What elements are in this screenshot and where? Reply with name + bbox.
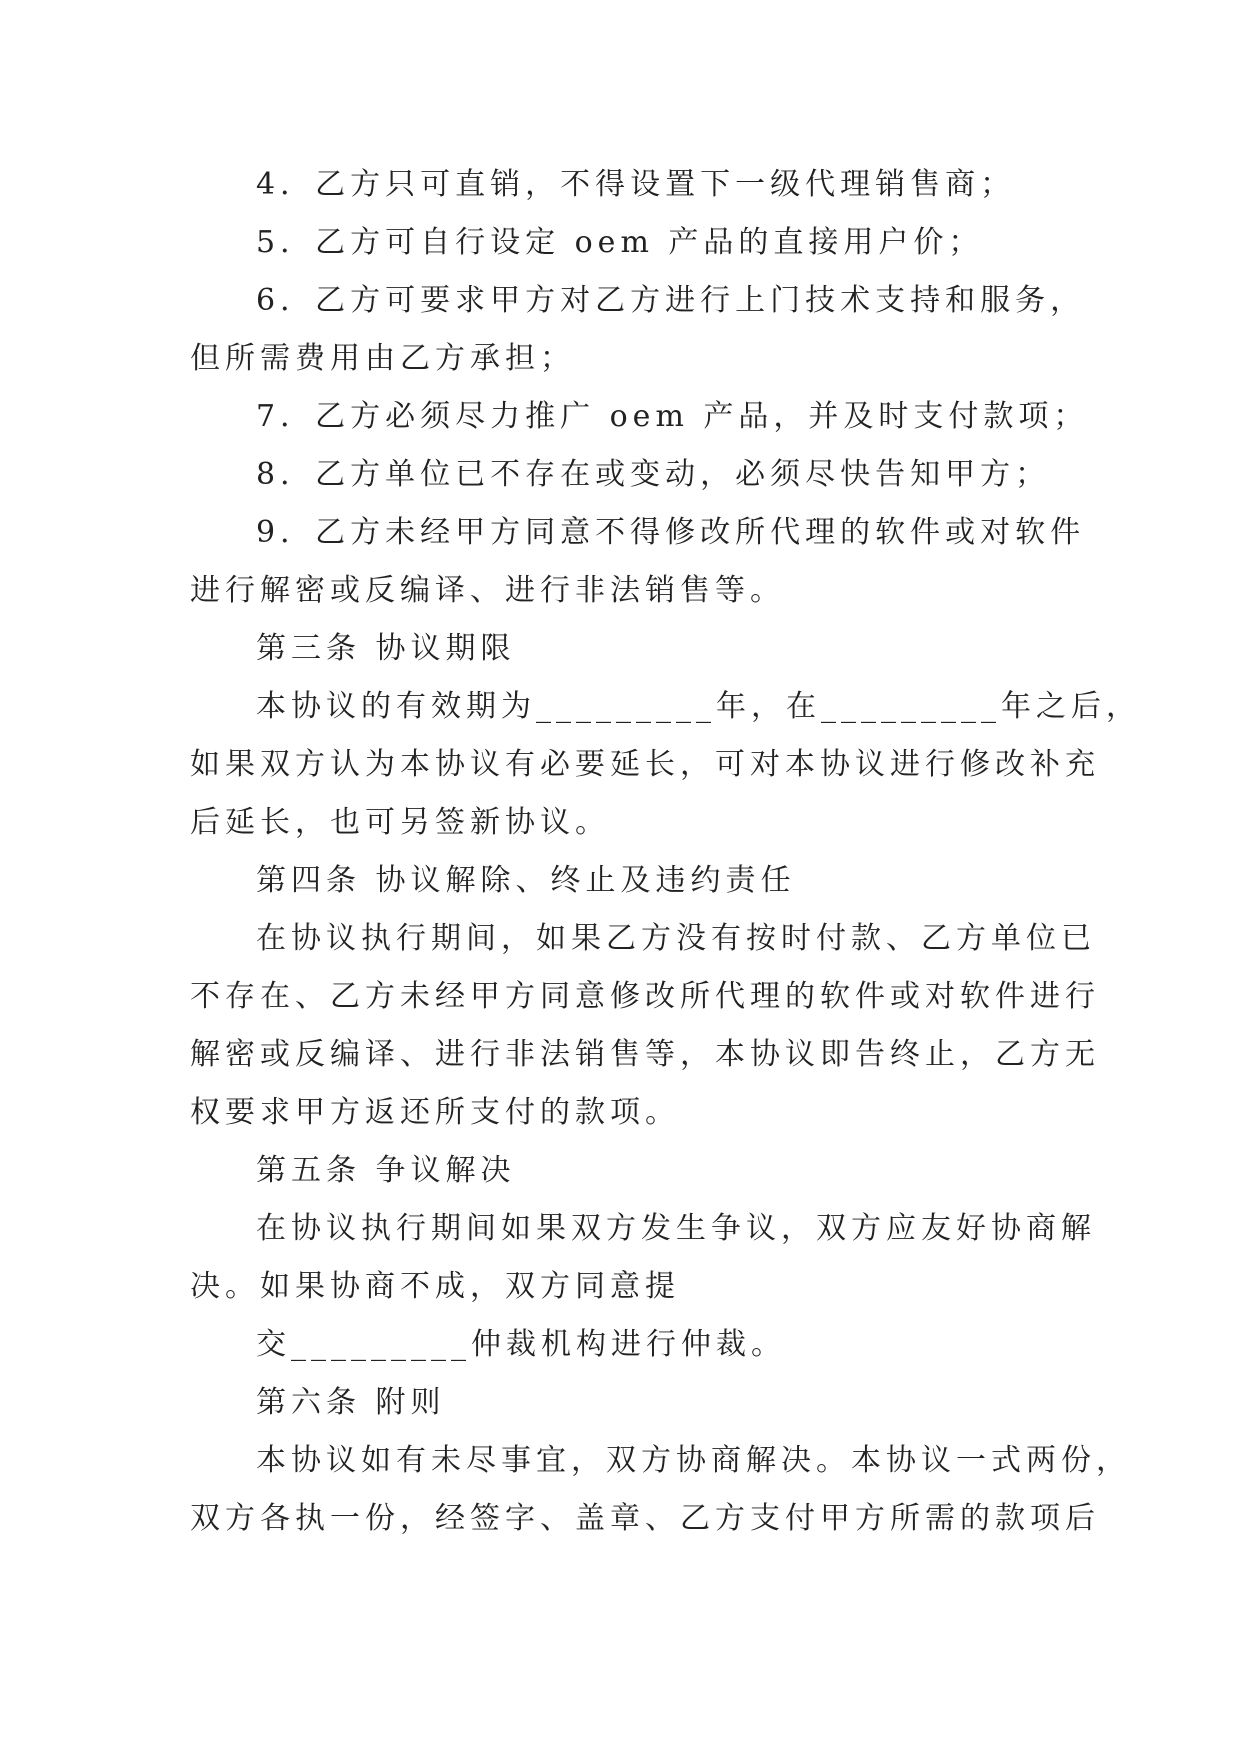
clause-2-item-8: 8．乙方单位已不存在或变动，必须尽快告知甲方； <box>256 457 1051 492</box>
clause-4-heading: 第四条 协议解除、终止及违约责任 <box>256 863 796 898</box>
clause-5-paragraph-line-3: 交_________仲裁机构进行仲裁。 <box>256 1327 786 1362</box>
clause-2-item-5: 5．乙方可自行设定 oem 产品的直接用户价； <box>256 225 984 260</box>
clause-4-paragraph-line-3: 解密或反编译、进行非法销售等，本协议即告终止，乙方无 <box>190 1037 1100 1072</box>
clause-3-paragraph-line-2: 如果双方认为本协议有必要延长，可对本协议进行修改补充 <box>190 747 1100 782</box>
clause-4-paragraph-line-2: 不存在、乙方未经甲方同意修改所代理的软件或对软件进行 <box>190 979 1100 1014</box>
clause-4-paragraph-line-4: 权要求甲方返还所支付的款项。 <box>190 1095 680 1130</box>
clause-3-paragraph-line-3: 后延长，也可另签新协议。 <box>190 805 610 840</box>
clause-4-paragraph-line-1: 在协议执行期间，如果乙方没有按时付款、乙方单位已 <box>256 921 1096 956</box>
clause-2-item-9-line-2: 进行解密或反编译、进行非法销售等。 <box>190 573 785 608</box>
clause-2-item-9-line-1: 9．乙方未经甲方同意不得修改所代理的软件或对软件 <box>256 515 1086 550</box>
clause-6-paragraph-line-2: 双方各执一份，经签字、盖章、乙方支付甲方所需的款项后 <box>190 1501 1100 1536</box>
clause-2-item-4: 4．乙方只可直销，不得设置下一级代理销售商； <box>256 167 1016 202</box>
clause-2-item-6-line-2: 但所需费用由乙方承担； <box>190 341 575 376</box>
clause-2-item-7: 7．乙方必须尽力推广 oem 产品，并及时支付款项； <box>256 399 1089 434</box>
clause-6-heading: 第六条 附则 <box>256 1385 446 1420</box>
clause-2-item-6-line-1: 6．乙方可要求甲方对乙方进行上门技术支持和服务， <box>256 283 1086 318</box>
clause-5-heading: 第五条 争议解决 <box>256 1153 516 1188</box>
clause-5-paragraph-line-1: 在协议执行期间如果双方发生争议，双方应友好协商解 <box>256 1211 1096 1246</box>
clause-5-paragraph-line-2: 决。如果协商不成，双方同意提 <box>190 1269 680 1304</box>
clause-3-paragraph-line-1: 本协议的有效期为_________年，在_________年之后， <box>256 689 1141 724</box>
clause-6-paragraph-line-1: 本协议如有未尽事宜，双方协商解决。本协议一式两份， <box>256 1443 1131 1478</box>
clause-3-heading: 第三条 协议期限 <box>256 631 516 666</box>
